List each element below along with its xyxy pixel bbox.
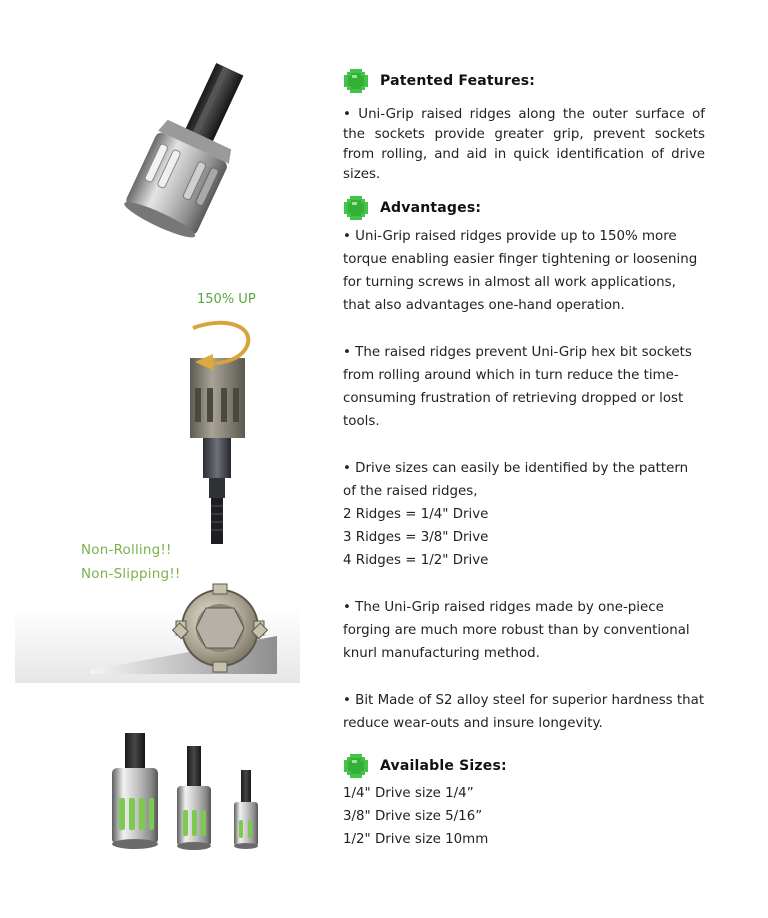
size-line: 3/8" Drive size 5/16” <box>343 809 483 824</box>
available-sizes-heading <box>343 753 507 779</box>
patented-features-heading <box>343 68 535 94</box>
green-square-bullet-icon <box>343 68 369 94</box>
non-slipping-label: Non-Slipping!! <box>81 566 181 582</box>
green-square-bullet-icon <box>343 195 369 221</box>
patented-features-text: • Uni-Grip raised ridges along the outer surface of the sockets provide greater grip, prevent sockets from rolling, and aid in quick identification of drive sizes. <box>343 107 705 182</box>
finger-torque-socket-image <box>185 318 265 548</box>
advantages-title: Advantages: <box>380 200 482 216</box>
available-sizes-list <box>343 782 705 851</box>
advantages-heading <box>343 195 481 221</box>
size-line: 1/4" Drive size 1/4” <box>343 786 474 801</box>
torque-label: 150% UP <box>197 292 256 307</box>
advantage-torque-text: • Uni-Grip raised ridges provide up to 150% more torque enabling easier finger tightening or loosening for turning screws in almost all work applications, that also advantages one-hand operation. <box>343 229 698 313</box>
advantage-drive-size-text <box>343 457 705 572</box>
advantage-s2-steel-text: • Bit Made of S2 alloy steel for superior hardness that reduce wear-outs and insure longevity. <box>343 693 705 731</box>
advantage-rolling-text: • The raised ridges prevent Uni-Grip hex bit sockets from rolling around which in turn reduce the time-consuming frustration of retrieving dropped or lost tools. <box>343 345 692 429</box>
hex-bit-socket-image <box>105 60 275 240</box>
text-column <box>343 0 707 918</box>
size-line: 1/2" Drive size 10mm <box>343 832 489 847</box>
drive-size-line: 4 Ridges = 1/2" Drive <box>343 553 489 568</box>
drive-size-line: 3 Ridges = 3/8" Drive <box>343 530 489 545</box>
available-sizes-title: Available Sizes: <box>380 758 507 774</box>
non-rolling-socket-image <box>15 578 300 688</box>
drive-size-line: 2 Ridges = 1/4" Drive <box>343 507 489 522</box>
patented-features-title: Patented Features: <box>380 73 536 89</box>
three-socket-sizes-image <box>105 728 280 853</box>
non-rolling-label: Non-Rolling!! <box>81 542 172 558</box>
green-square-bullet-icon <box>343 753 369 779</box>
drive-size-intro: • Drive sizes can easily be identified by the pattern of the raised ridges, <box>343 461 689 499</box>
illustration-column <box>0 0 320 918</box>
advantage-forging-text: • The Uni-Grip raised ridges made by one-piece forging are much more robust than by conventional knurl manufacturing method. <box>343 600 690 661</box>
